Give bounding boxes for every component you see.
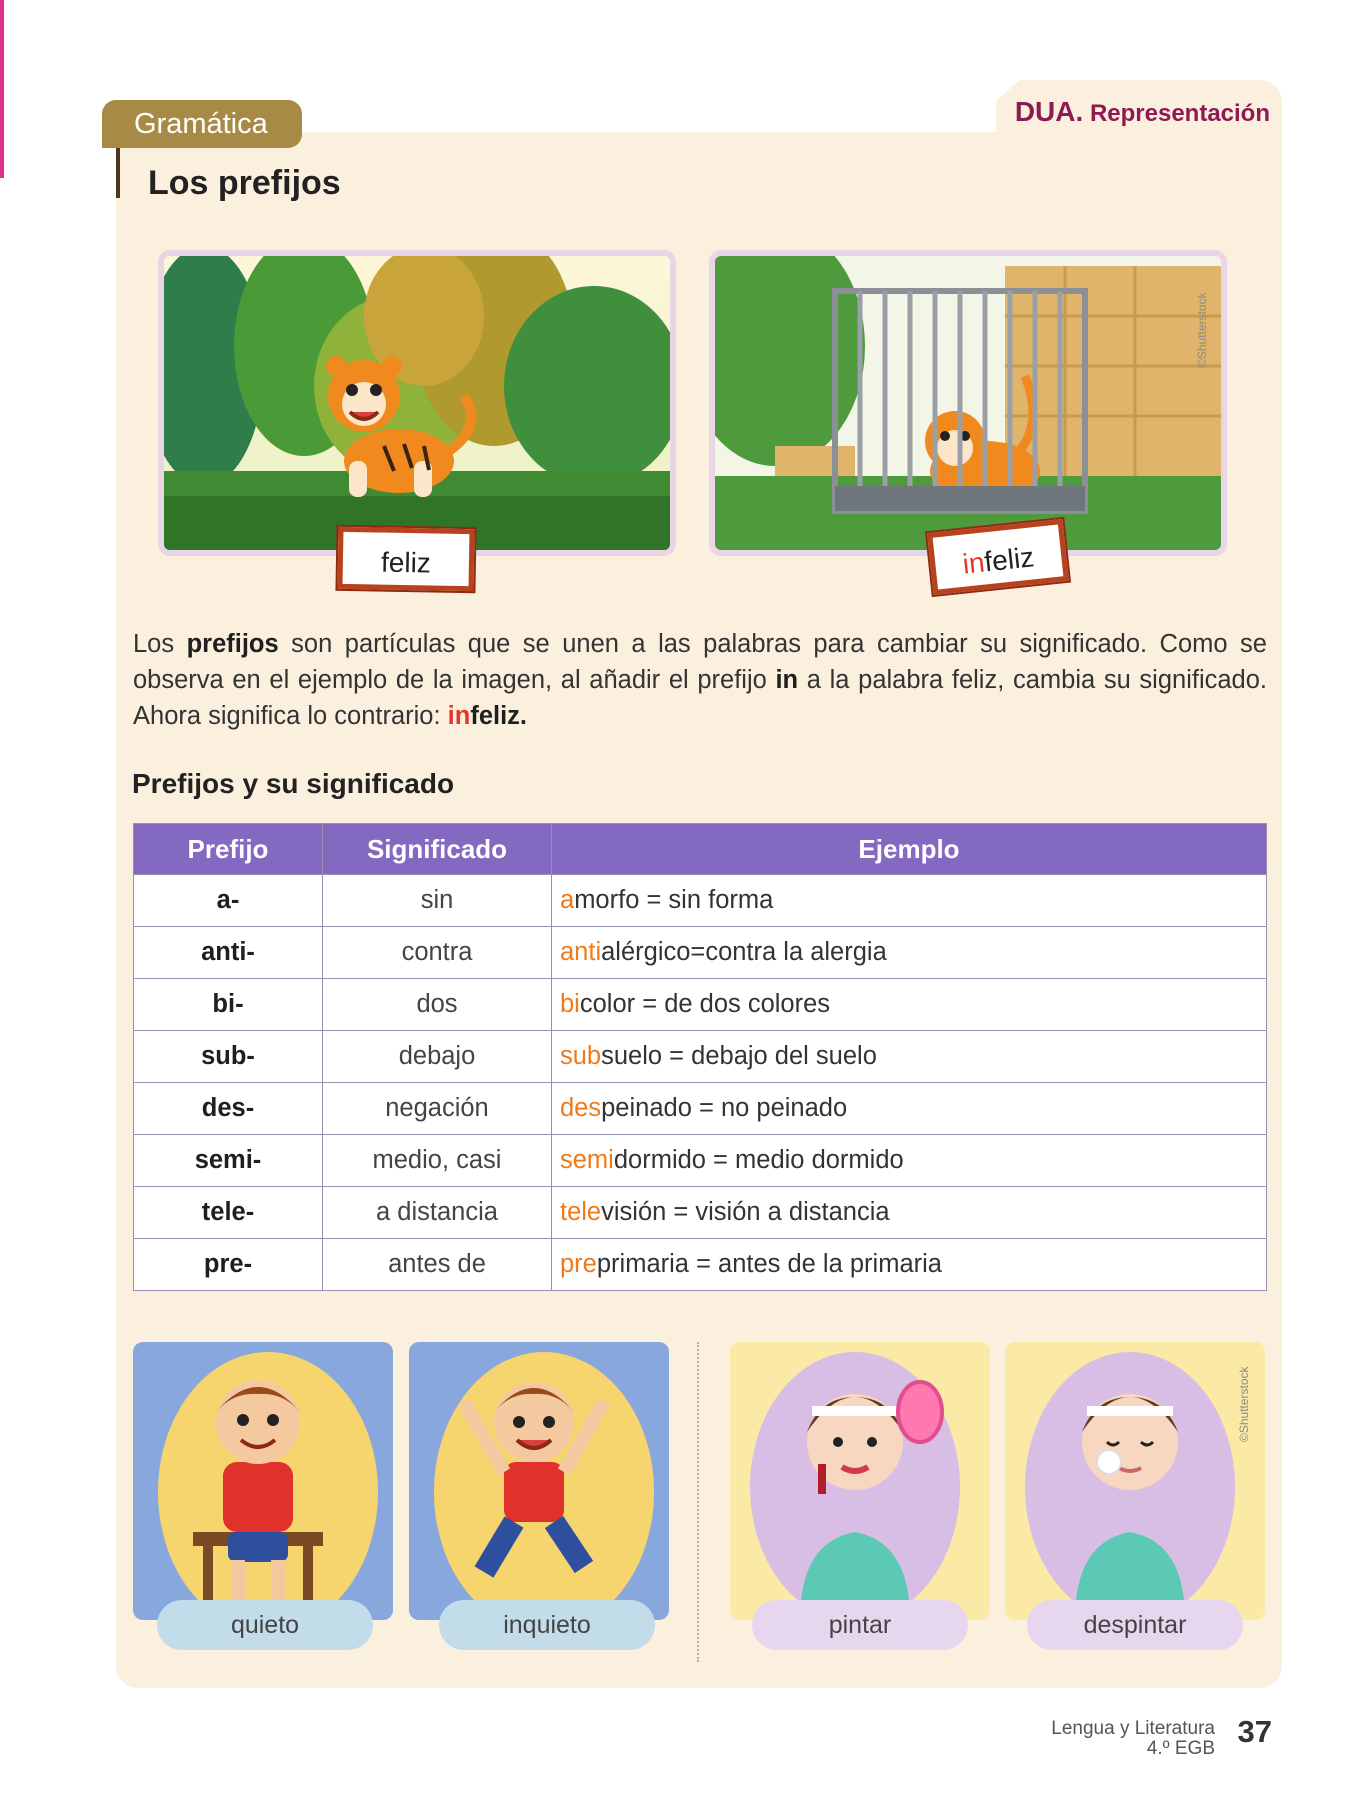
cell-meaning: contra (323, 927, 552, 979)
cell-example (552, 1239, 1267, 1291)
image-credit: ©Shutterstock (1195, 292, 1209, 368)
unpainting-illustration (1005, 1342, 1265, 1620)
example-prefix: des (560, 1094, 602, 1122)
explanation-paragraph (133, 626, 1267, 734)
restless-boy-illustration (409, 1342, 669, 1620)
dua-label (1015, 96, 1270, 128)
table-row (134, 1239, 1267, 1291)
footer-subject-name: Lengua y Literatura (1051, 1718, 1215, 1739)
sign-feliz: feliz (337, 527, 474, 591)
example-rest: color = de dos colores (579, 990, 831, 1018)
example-prefix: semi (560, 1146, 614, 1174)
header-ejemplo: Ejemplo (552, 824, 1267, 875)
example-prefix: anti (560, 938, 602, 966)
example-rest: visión = visión a distancia (601, 1198, 890, 1226)
prefix-table (133, 823, 1267, 1291)
label-pintar: pintar (752, 1600, 968, 1650)
scene-free-tiger (158, 250, 676, 556)
table-row (134, 875, 1267, 927)
label-quieto: quieto (157, 1600, 373, 1650)
example-prefix: sub (560, 1042, 602, 1070)
cell-meaning: debajo (323, 1031, 552, 1083)
cell-example (552, 927, 1267, 979)
cell-example (552, 875, 1267, 927)
image-credit-2: ©Shutterstock (1237, 1366, 1251, 1442)
dotted-separator (697, 1342, 699, 1662)
footer-grade: 4.º EGB (1146, 1738, 1215, 1759)
cell-prefix: sub- (134, 1031, 323, 1083)
para-text-2: son partículas que se unen a las palabras para cambiar su significado. Como se observa en el ejemplo de la imagen, al añadir el prefijo (133, 630, 1267, 694)
para-text-1: Los (133, 630, 187, 658)
page-number: 37 (1237, 1714, 1272, 1749)
para-bold-2: in (775, 666, 799, 694)
cell-prefix: semi- (134, 1135, 323, 1187)
painting-illustration (730, 1342, 990, 1620)
table-row (134, 1135, 1267, 1187)
example-prefix: pre (560, 1250, 597, 1278)
quiet-boy-illustration (133, 1342, 393, 1620)
cell-meaning: medio, casi (323, 1135, 552, 1187)
example-rest: dormido = medio dormido (613, 1146, 904, 1174)
scene-caged-tiger (709, 250, 1227, 556)
para-highlight: in (447, 702, 471, 730)
card-restless-boy (409, 1342, 669, 1620)
sign-prefix: in (961, 546, 987, 580)
cell-example (552, 1031, 1267, 1083)
cell-meaning: a distancia (323, 1187, 552, 1239)
panel-notch-slope (960, 80, 1020, 132)
cell-meaning: antes de (323, 1239, 552, 1291)
table-row (134, 1083, 1267, 1135)
card-quiet-boy (133, 1342, 393, 1620)
cell-prefix: tele- (134, 1187, 323, 1239)
dua-strong: DUA. (1014, 96, 1084, 127)
jungle-illustration (164, 256, 670, 550)
para-bold-3: feliz. (470, 702, 528, 730)
cell-meaning: dos (323, 979, 552, 1031)
section-tab: Gramática (102, 100, 302, 148)
sign-word: feliz (982, 541, 1036, 578)
table-row (134, 927, 1267, 979)
table-row (134, 1187, 1267, 1239)
edge-bar (0, 0, 4, 178)
label-inquieto: inquieto (439, 1600, 655, 1650)
cell-example (552, 1187, 1267, 1239)
cell-prefix: pre- (134, 1239, 323, 1291)
dua-rest: Representación (1089, 100, 1270, 127)
cell-example (552, 1135, 1267, 1187)
table-row (134, 1031, 1267, 1083)
para-text-3: a la palabra feliz, cambia su significado. Ahora significa lo contrario: (133, 666, 1267, 730)
example-rest: peinado = no peinado (601, 1094, 848, 1122)
table-title: Prefijos y su significado (132, 768, 455, 799)
example-prefix: a (560, 886, 575, 914)
cell-example (552, 1083, 1267, 1135)
header-prefijo: Prefijo (134, 824, 323, 875)
example-prefix: bi (560, 990, 580, 1018)
cell-prefix: des- (134, 1083, 323, 1135)
cell-prefix: bi- (134, 979, 323, 1031)
example-rest: morfo = sin forma (574, 886, 774, 914)
cell-example (552, 979, 1267, 1031)
example-rest: alérgico=contra la alergia (601, 938, 887, 966)
cell-prefix: anti- (134, 927, 323, 979)
para-bold-1: prefijos (186, 630, 279, 658)
label-despintar: despintar (1027, 1600, 1243, 1650)
cell-meaning: negación (323, 1083, 552, 1135)
example-rest: suelo = debajo del suelo (601, 1042, 877, 1070)
cell-meaning: sin (323, 875, 552, 927)
section-tab-fold (116, 148, 120, 198)
table-header-row (134, 824, 1267, 875)
table-row (134, 979, 1267, 1031)
example-prefix: tele (560, 1198, 602, 1226)
page-title: Los prefijos (148, 164, 341, 202)
card-woman-painting (730, 1342, 990, 1620)
cell-prefix: a- (134, 875, 323, 927)
header-significado: Significado (323, 824, 552, 875)
cage-illustration (715, 256, 1221, 550)
card-woman-unpainting (1005, 1342, 1265, 1620)
example-rest: primaria = antes de la primaria (596, 1250, 942, 1278)
footer-subject (1051, 1719, 1215, 1759)
